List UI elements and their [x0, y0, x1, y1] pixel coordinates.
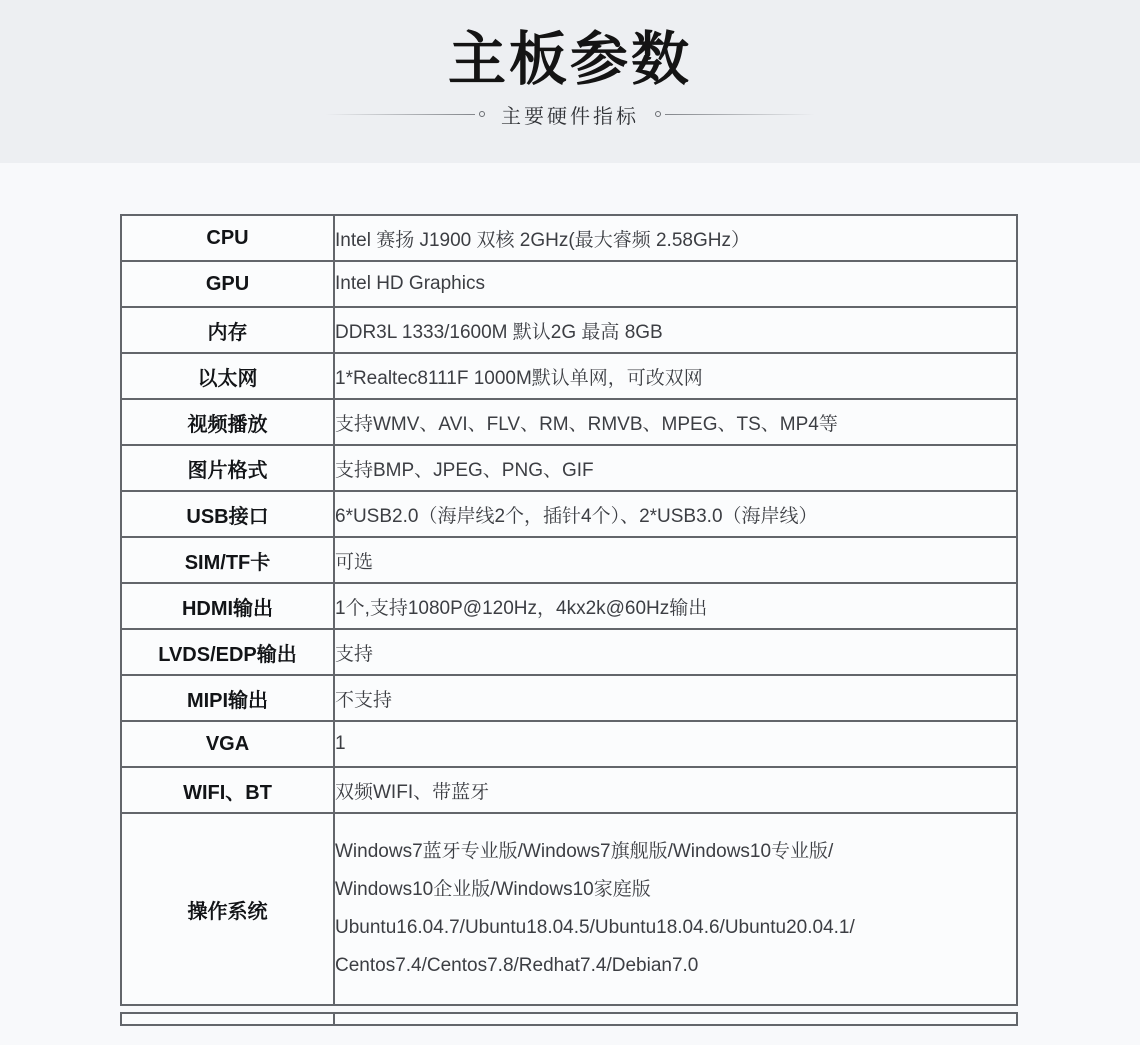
table-row	[121, 537, 1017, 583]
row-value: Intel 赛扬 J1900 双核 2GHz(最大睿频 2.58GHz）	[334, 215, 1017, 261]
row-value: 6*USB2.0（海岸线2个，插针4个）、2*USB3.0（海岸线）	[334, 491, 1017, 537]
table-row	[121, 721, 1017, 767]
row-value: 支持	[334, 629, 1017, 675]
table-row	[121, 353, 1017, 399]
os-value-line: Centos7.4/Centos7.8/Redhat7.4/Debian7.0	[335, 955, 699, 976]
spec-content	[0, 214, 1140, 1026]
decor-ring-right-icon	[655, 111, 661, 117]
decor-line-left	[325, 114, 475, 115]
row-label: 操作系统	[121, 813, 334, 1005]
row-label: CPU	[121, 215, 334, 261]
row-label: USB接口	[121, 491, 334, 537]
table-row	[121, 399, 1017, 445]
row-label: 内存	[121, 307, 334, 353]
row-label: VGA	[121, 721, 334, 767]
row-value: 支持BMP、JPEG、PNG、GIF	[334, 445, 1017, 491]
page-subtitle: 主要硬件指标	[501, 105, 639, 128]
row-label: GPU	[121, 261, 334, 307]
table-row	[121, 675, 1017, 721]
os-value-line: Windows10企业版/Windows10家庭版	[335, 879, 651, 900]
row-label: 视频播放	[121, 399, 334, 445]
row-label: MIPI输出	[121, 675, 334, 721]
row-value: Intel HD Graphics	[334, 261, 1017, 307]
table-row-os	[121, 813, 1017, 1005]
row-label: 图片格式	[121, 445, 334, 491]
table-row	[121, 445, 1017, 491]
row-label: 以太网	[121, 353, 334, 399]
next-table-column-divider	[333, 1014, 335, 1024]
table-row	[121, 491, 1017, 537]
decor-ring-left-icon	[479, 111, 485, 117]
subtitle-decoration	[0, 100, 1140, 129]
header-band	[0, 0, 1140, 163]
row-value: 1个,支持1080P@120Hz，4kx2k@60Hz输出	[334, 583, 1017, 629]
table-row	[121, 629, 1017, 675]
next-table-sliver	[120, 1012, 1018, 1026]
os-value-line: Windows7蓝牙专业版/Windows7旗舰版/Windows10专业版/	[335, 841, 834, 862]
table-row	[121, 307, 1017, 353]
os-value-line: Ubuntu16.04.7/Ubuntu18.04.5/Ubuntu18.04.6/Ubuntu20.04.1/	[335, 917, 855, 938]
row-value: 不支持	[334, 675, 1017, 721]
row-value: 双频WIFI、带蓝牙	[334, 767, 1017, 813]
decor-line-right	[665, 114, 815, 115]
row-value: 支持WMV、AVI、FLV、RM、RMVB、MPEG、TS、MP4等	[334, 399, 1017, 445]
spec-table	[120, 214, 1018, 1006]
row-value: 1*Realtec8111F 1000M默认单网，可改双网	[334, 353, 1017, 399]
row-value-os	[334, 813, 1017, 1005]
page-title: 主板参数	[447, 27, 692, 92]
table-row	[121, 583, 1017, 629]
row-label: LVDS/EDP输出	[121, 629, 334, 675]
row-label: HDMI输出	[121, 583, 334, 629]
table-row	[121, 215, 1017, 261]
row-value: 1	[334, 721, 1017, 767]
table-row	[121, 261, 1017, 307]
row-value: DDR3L 1333/1600M 默认2G 最高 8GB	[334, 307, 1017, 353]
row-label: WIFI、BT	[121, 767, 334, 813]
row-label: SIM/TF卡	[121, 537, 334, 583]
row-value: 可选	[334, 537, 1017, 583]
table-row	[121, 767, 1017, 813]
